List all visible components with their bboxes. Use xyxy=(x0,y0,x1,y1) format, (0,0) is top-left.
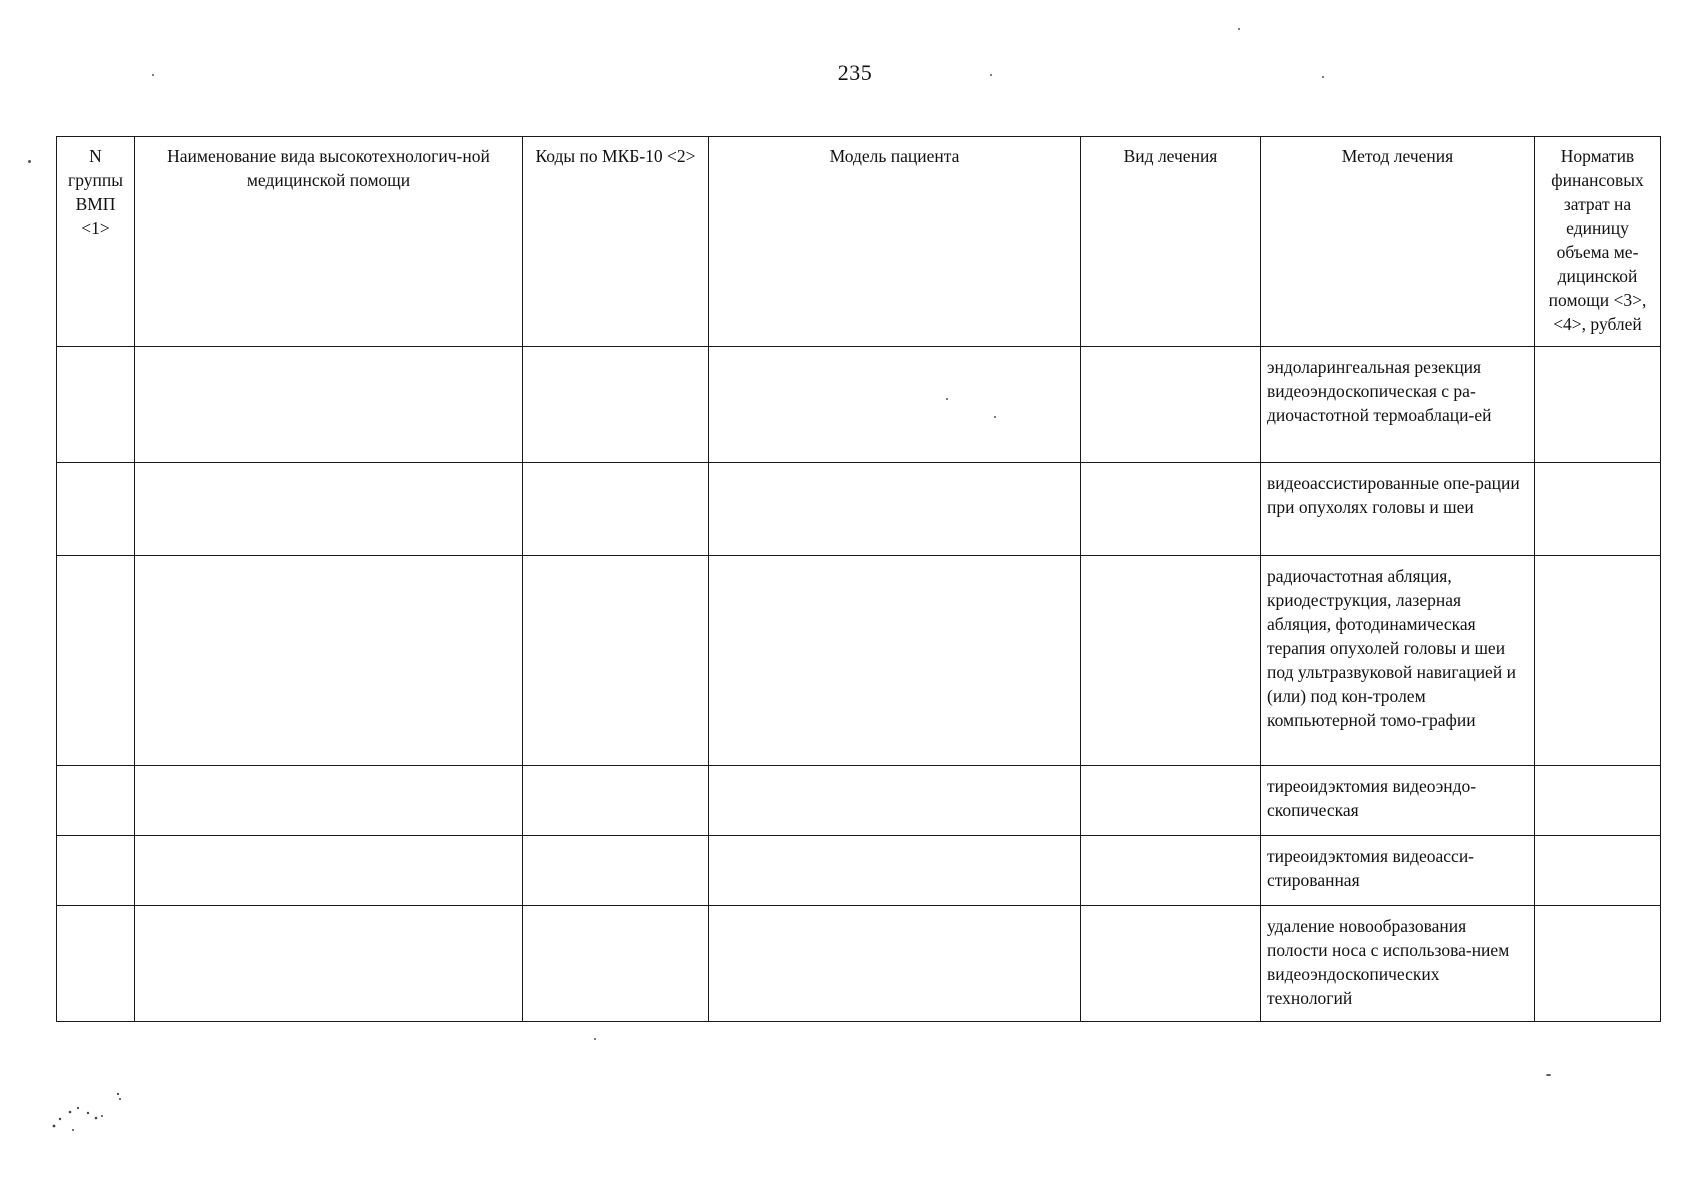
cell-treatment xyxy=(1081,463,1261,556)
cell-treatment xyxy=(1081,556,1261,766)
cell-method: тиреоидэктомия видеоэндо-скопическая xyxy=(1261,766,1535,836)
table-header-row xyxy=(57,137,1661,347)
cell-cost xyxy=(1535,906,1661,1022)
scan-smudge xyxy=(48,1086,128,1136)
cell-codes xyxy=(523,347,709,463)
header-treatment-type: Вид лечения xyxy=(1081,137,1261,347)
header-care-type-name: Наименование вида высокотехнологич-ной медицинской помощи xyxy=(135,137,523,347)
cell-codes xyxy=(523,463,709,556)
cell-codes xyxy=(523,556,709,766)
header-patient-model: Модель пациента xyxy=(709,137,1081,347)
cell-treatment xyxy=(1081,906,1261,1022)
header-cost-standard: Норматив финансовых затрат на единицу объема ме-дицинской помощи <3>, <4>, рублей xyxy=(1535,137,1661,347)
cell-model xyxy=(709,556,1081,766)
cell-codes xyxy=(523,906,709,1022)
cell-method: радиочастотная абляция, криодеструкция, лазерная абляция, фотодинамическая терапия опухолей головы и шеи под ультразвуковой навигацией и (или) под кон-тролем компьютерной томо-графии xyxy=(1261,556,1535,766)
cell-group xyxy=(57,463,135,556)
cell-name xyxy=(135,766,523,836)
cell-name xyxy=(135,347,523,463)
scan-speck xyxy=(152,74,154,76)
cell-name xyxy=(135,836,523,906)
scan-speck xyxy=(1546,1074,1551,1076)
cell-model xyxy=(709,906,1081,1022)
header-icd10-codes: Коды по МКБ-10 <2> xyxy=(523,137,709,347)
cell-model xyxy=(709,347,1081,463)
cell-treatment xyxy=(1081,836,1261,906)
table-row xyxy=(57,463,1661,556)
cell-method: удаление новообразования полости носа с использова-нием видеоэндоскопических технологий xyxy=(1261,906,1535,1022)
scan-speck xyxy=(1322,76,1324,78)
cell-name xyxy=(135,463,523,556)
table-row xyxy=(57,766,1661,836)
cell-cost xyxy=(1535,836,1661,906)
cell-model xyxy=(709,463,1081,556)
cell-cost xyxy=(1535,347,1661,463)
header-treatment-method: Метод лечения xyxy=(1261,137,1535,347)
scan-speck xyxy=(28,160,31,163)
cell-cost xyxy=(1535,463,1661,556)
cell-name xyxy=(135,556,523,766)
cell-codes xyxy=(523,766,709,836)
cell-method: тиреоидэктомия видеоасси-стированная xyxy=(1261,836,1535,906)
scan-speck xyxy=(946,398,948,400)
cell-group xyxy=(57,766,135,836)
cell-treatment xyxy=(1081,347,1261,463)
cell-method: эндоларингеальная резекция видеоэндоскопическая с ра-диочастотной термоаблаци-ей xyxy=(1261,347,1535,463)
cell-model xyxy=(709,766,1081,836)
cell-group xyxy=(57,906,135,1022)
scan-speck xyxy=(1238,28,1240,30)
cell-method: видеоассистированные опе-рации при опухолях головы и шеи xyxy=(1261,463,1535,556)
table-row xyxy=(57,836,1661,906)
scan-speck xyxy=(994,416,996,418)
cell-cost xyxy=(1535,556,1661,766)
table-row xyxy=(57,347,1661,463)
table-row xyxy=(57,906,1661,1022)
table-row xyxy=(57,556,1661,766)
medical-care-table xyxy=(56,136,1661,1022)
cell-group xyxy=(57,347,135,463)
scan-speck xyxy=(990,74,992,76)
cell-name xyxy=(135,906,523,1022)
header-group-number: N группы ВМП <1> xyxy=(57,137,135,347)
cell-group xyxy=(57,836,135,906)
cell-codes xyxy=(523,836,709,906)
cell-group xyxy=(57,556,135,766)
cell-cost xyxy=(1535,766,1661,836)
cell-treatment xyxy=(1081,766,1261,836)
cell-model xyxy=(709,836,1081,906)
page-number: 235 xyxy=(837,60,873,85)
scan-speck xyxy=(594,1038,596,1040)
